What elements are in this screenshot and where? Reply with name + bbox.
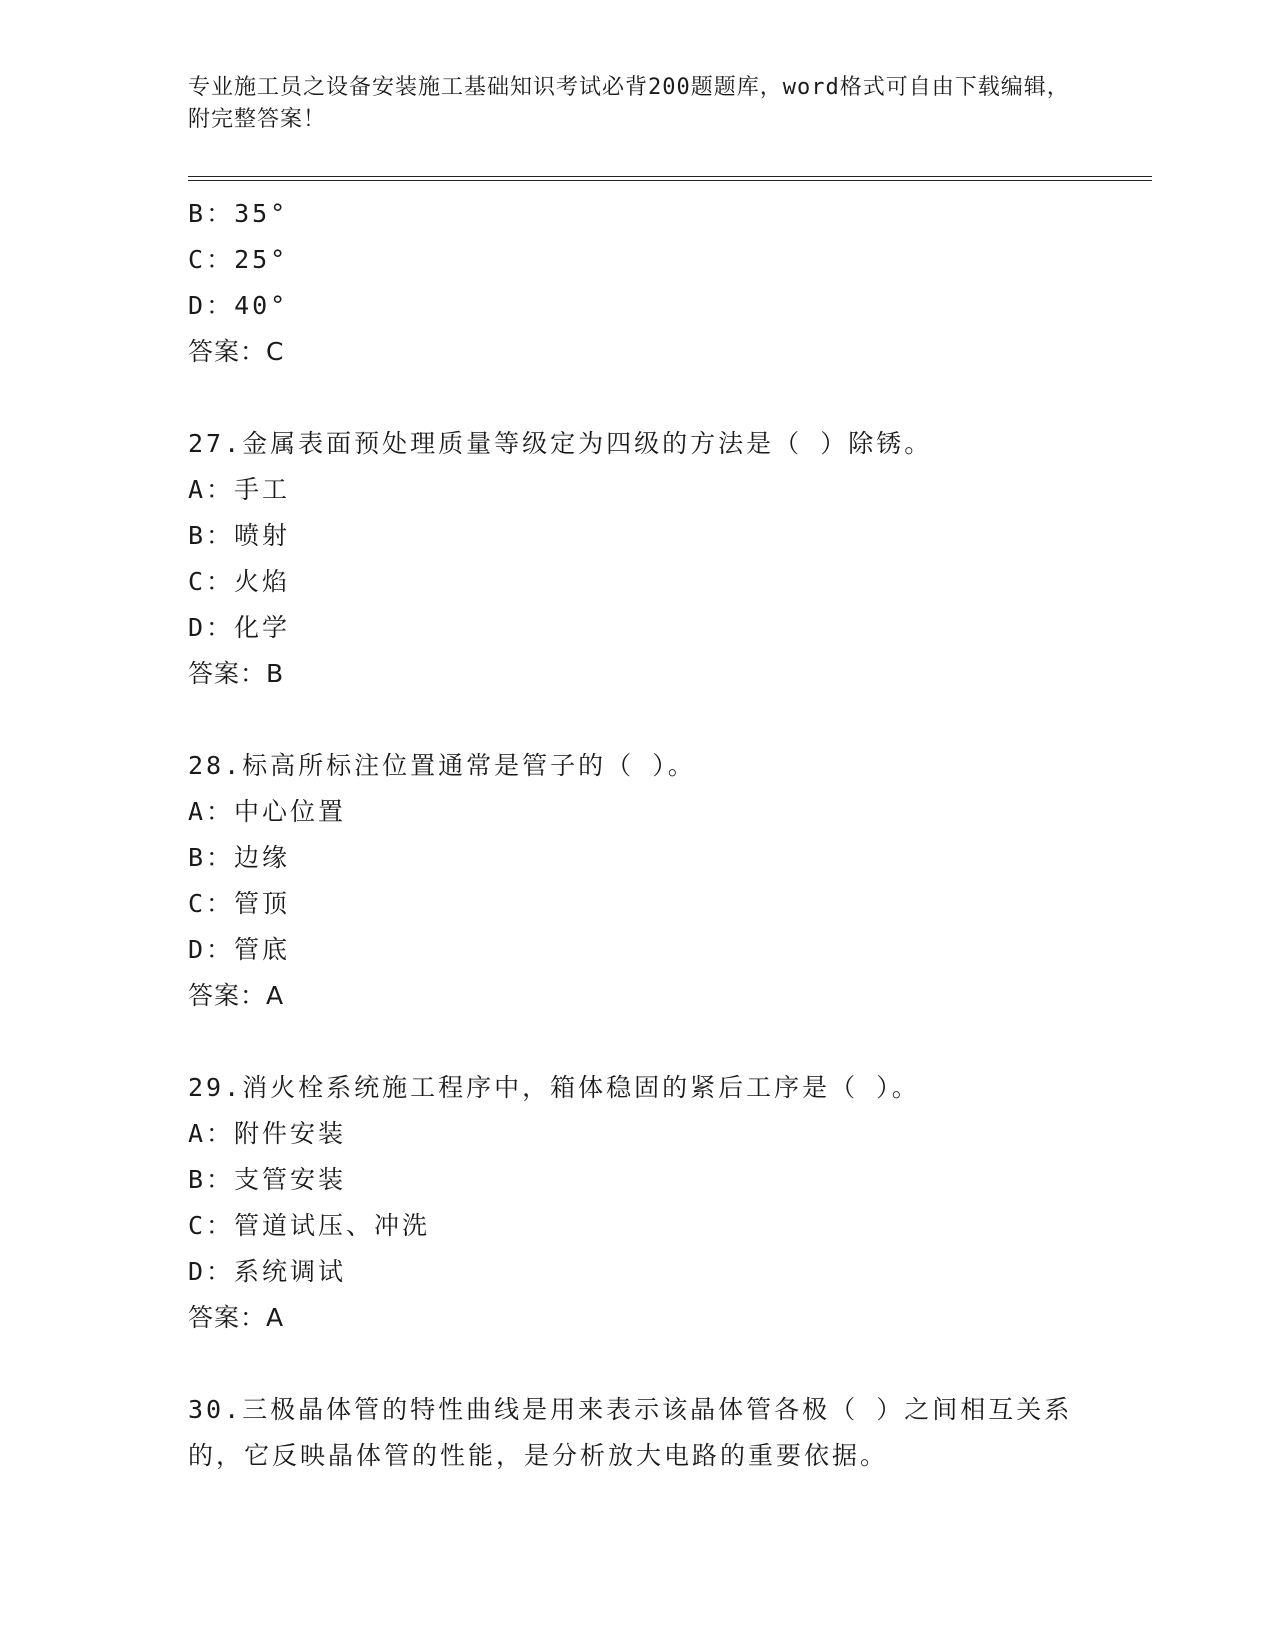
spacer [188,1341,1088,1387]
option-b: B：边缘 [188,843,291,872]
option-key: D [188,291,207,320]
option-key: B [188,199,207,228]
answer-line: 答案：A [188,981,285,1010]
question-list [188,191,1088,1479]
option-b: B：35° [188,199,289,228]
answer-line: 答案：A [188,1303,285,1332]
option-a: A：手工 [188,475,291,504]
option-c: C：火焰 [188,567,291,596]
spacer [188,1019,1088,1065]
option-text: 40° [234,291,289,320]
spacer [188,697,1088,743]
option-d: D：系统调试 [188,1257,347,1286]
spacer [188,375,1088,421]
question-title: 30.三极晶体管的特性曲线是用来表示该晶体管各极（ ）之间相互关系的，它反映晶体管的性能，是分析放大电路的重要依据。 [188,1395,1073,1470]
option-a: A：中心位置 [188,797,347,826]
option-d: D：化学 [188,613,291,642]
option-d: D：40° [188,291,289,320]
question-title: 29.消火栓系统施工程序中，箱体稳固的紧后工序是（ ）。 [188,1073,920,1102]
option-b: B：支管安装 [188,1165,347,1194]
option-b: B：喷射 [188,521,291,550]
option-c: C：管道试压、冲洗 [188,1211,431,1240]
option-a: A：附件安装 [188,1119,347,1148]
question-title: 27.金属表面预处理质量等级定为四级的方法是（ ）除锈。 [188,429,933,458]
option-text: 25° [234,245,289,274]
option-text: 35° [234,199,289,228]
option-d: D：管底 [188,935,291,964]
answer-line: 答案：C [188,337,285,366]
option-key: C [188,245,207,274]
question-title: 28.标高所标注位置通常是管子的（ ）。 [188,751,696,780]
option-c: C：25° [188,245,289,274]
option-c: C：管顶 [188,889,291,918]
document-header: 专业施工员之设备安装施工基础知识考试必背200题题库，word格式可自由下载编辑，附完整答案！ [188,75,1070,132]
answer-line: 答案：B [188,659,285,688]
header-divider [188,176,1152,181]
